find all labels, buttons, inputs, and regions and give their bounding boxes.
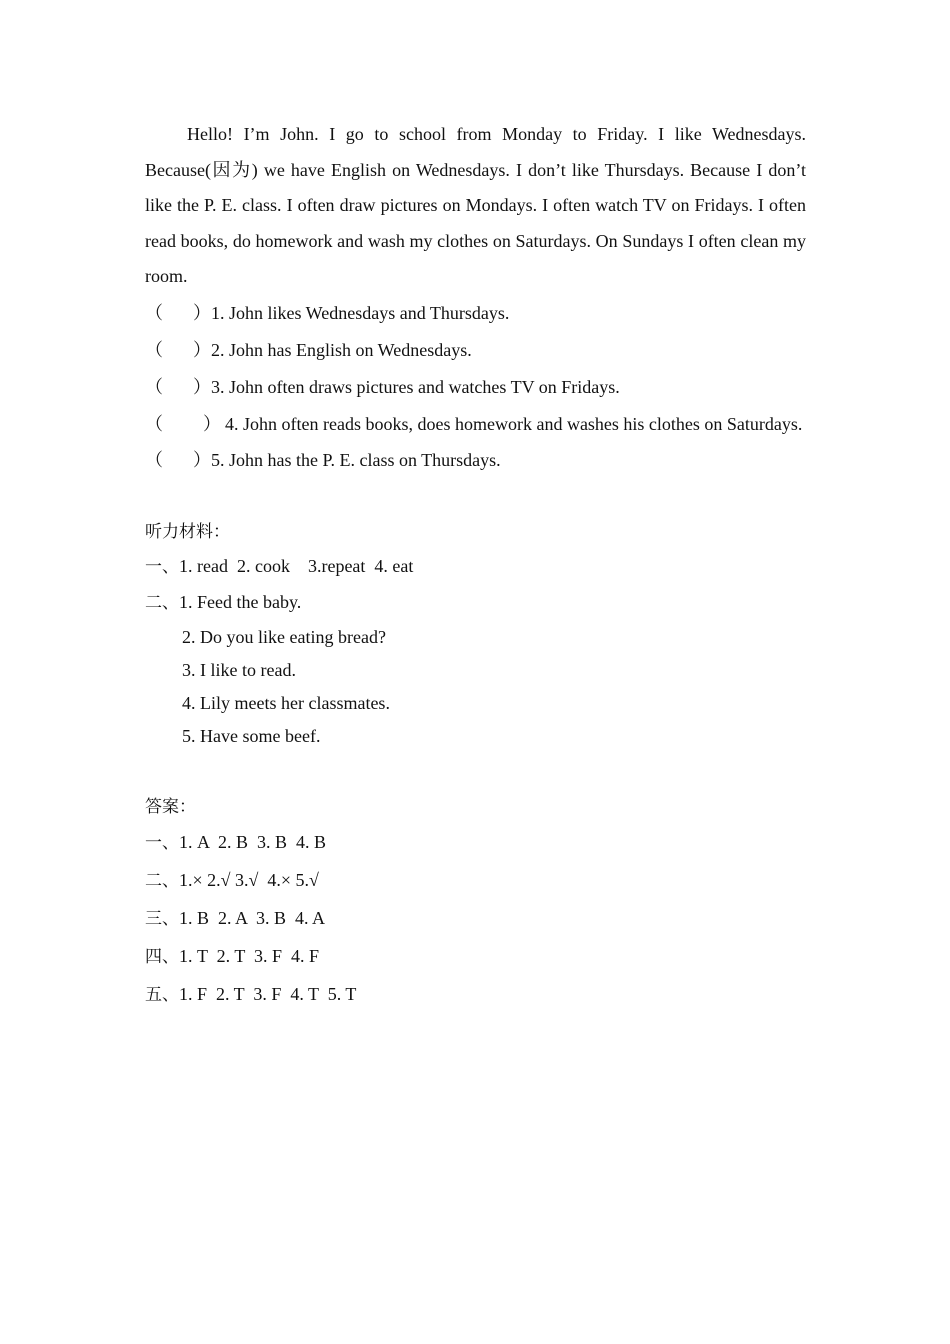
answer-line [145,938,806,976]
listening-sentence: 5. Have some beef. [182,726,321,747]
answer-line [145,976,806,1014]
part-prefix: 一、 [145,832,179,853]
listening-sentence: 2. Do you like eating bread? [182,626,386,647]
part-text: 1. read 2. cook 3.repeat 4. eat [179,555,414,576]
question-text: 5. John has the P. E. class on Thursdays. [211,449,501,470]
part-prefix: 二、 [145,870,179,891]
question-item [145,369,806,406]
listening-part-1 [145,549,806,585]
question-text: 1. John likes Wednesdays and Thursdays. [211,302,510,323]
question-item [145,442,806,479]
answers-section [145,790,806,1014]
listening-section [145,515,806,754]
question-text: 4. John often reads books, does homework and washes his clothes on Saturdays. [225,413,803,434]
answer-blank-close: ） [193,339,211,360]
answer-text: 1.× 2.√ 3.√ 4.× 5.√ [179,869,319,890]
answer-line [145,824,806,862]
answer-blank-close: ） [193,302,211,323]
question-item [145,407,806,442]
question-item [145,295,806,332]
question-text: 3. John often draws pictures and watches TV on Fridays. [211,376,620,397]
question-item [145,332,806,369]
answer-blank-open: （ [145,302,163,323]
reading-passage: Hello! I’m John. I go to school from Monday to Friday. I like Wednesdays. Because(因为) we have English on Wednesdays. I don’t like Thursdays. Because I don’t like the P. E. class. I often draw pictures on Mondays. I often watch TV on Fridays. I often read books, do homework and wash my clothes on Saturdays. On Sundays I often clean my room. [145,124,806,286]
document-page [145,117,806,1014]
answer-blank-open: （ [145,339,163,360]
answer-text: 1. B 2. A 3. B 4. A [179,907,326,928]
section-gap [145,754,806,790]
answer-blank-open: （ [145,413,163,434]
part-prefix: 一、 [145,556,179,577]
answer-text: 1. F 2. T 3. F 4. T 5. T [179,983,357,1004]
answer-blank-close: ） [203,413,221,434]
part-prefix: 四、 [145,946,179,967]
listening-part-2 [145,585,806,621]
part-text: 1. Feed the baby. [179,591,302,612]
answer-blank-close: ） [193,376,211,397]
answer-line [145,900,806,938]
answer-blank-open: （ [145,449,163,470]
answer-line [145,862,806,900]
answers-heading: 答案： [145,796,196,817]
listening-sentence: 3. I like to read. [182,659,296,680]
answer-text: 1. A 2. B 3. B 4. B [179,831,327,852]
question-text: 2. John has English on Wednesdays. [211,339,472,360]
part-prefix: 五、 [145,984,179,1005]
listening-heading: 听力材料： [145,521,230,542]
section-gap [145,479,806,515]
part-prefix: 三、 [145,908,179,929]
answer-blank-open: （ [145,376,163,397]
listening-sentence: 4. Lily meets her classmates. [182,693,390,714]
answer-text: 1. T 2. T 3. F 4. F [179,945,320,966]
answer-blank-close: ） [193,449,211,470]
part-prefix: 二、 [145,592,179,613]
question-list [145,295,806,479]
